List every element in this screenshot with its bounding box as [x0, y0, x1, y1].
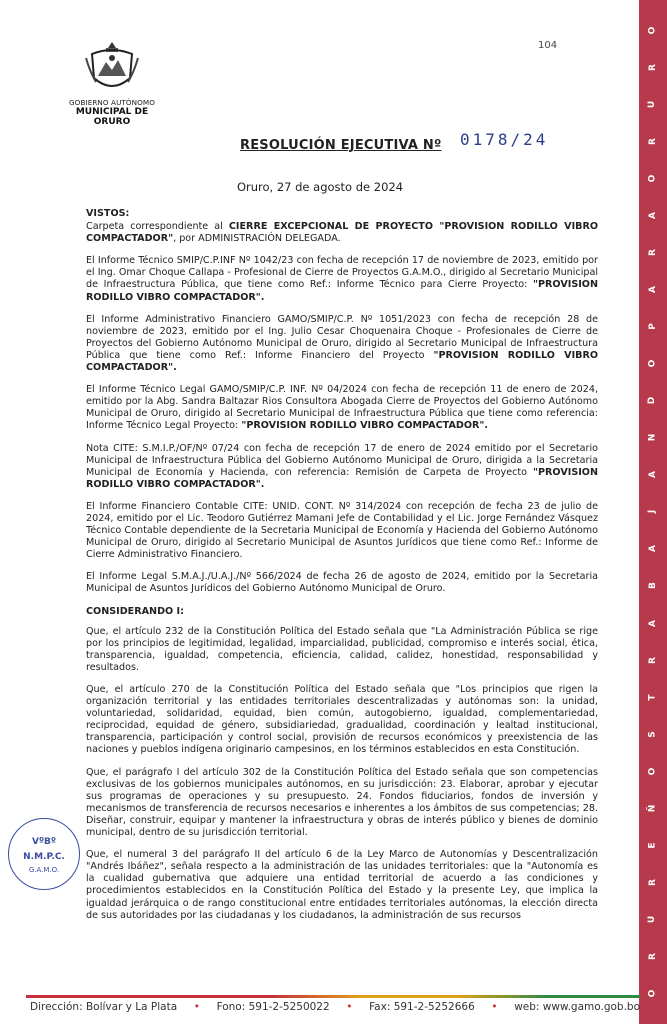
- stamp-line-3: G.A.M.O.: [28, 866, 60, 874]
- sidebar-letter: T: [647, 694, 658, 701]
- sidebar-letter: A: [647, 471, 658, 479]
- vistos-heading: VISTOS:: [86, 208, 130, 219]
- sidebar-letter: R: [647, 656, 658, 664]
- logo-line-1: GOBIERNO AUTÓNOMO: [69, 98, 155, 107]
- sidebar-letter: O: [647, 989, 658, 998]
- sidebar-letter: A: [647, 286, 658, 294]
- sidebar-letter: B: [647, 582, 658, 590]
- sidebar-letter: A: [647, 545, 658, 553]
- logo-line-2: MUNICIPAL DE ORURO: [75, 107, 149, 127]
- paragraph-vistos-3: El Informe Administrativo Financiero GAMO/SMIP/C.P. Nº 1051/2023 con fecha de recepción 28 de noviembre de 2023, emitido por el Ing. Julio Cesar Choquenaira Choque - Profesionales de Cierre de Proyectos del Gobierno Autónomo Municipal de Oruro, dirigido al Secretario Municipal de Infraestructura Pública que tiene como Ref.: Informe Financiero del Proyecto "PROVISION RODILLO VIBRO COMPACTADOR".: [86, 313, 598, 374]
- paragraph-vistos-2: El Informe Técnico SMIP/C.P.INF Nº 1042/23 con fecha de recepción 17 de noviembre de 2023, emitido por el Ing. Omar Choque Callapa - Profesional de Cierre de Proyectos G.A.M.O., dirigido al Secretario Municipal de Infraestructura Pública, que tiene como Ref.: Informe Técnico para Cierre Proyecto: "PROVISION RODILLO VIBRO COMPACTADOR".: [86, 255, 598, 303]
- considerando-heading: CONSIDERANDO I:: [86, 605, 184, 617]
- bullet-icon: •: [193, 1001, 200, 1013]
- sidebar-letter: R: [647, 64, 658, 72]
- paragraph-vistos-7: El Informe Legal S.M.A.J./U.A.J./Nº 566/2024 de fecha 26 de agosto de 2024, emitido por la Secretaria Municipal de Asuntos Jurídicos del Gobierno Autónomo Municipal de Oruro.: [86, 571, 598, 595]
- document-date: Oruro, 27 de agosto de 2024: [236, 180, 404, 194]
- paragraph-vistos-1: Carpeta correspondiente al CIERRE EXCEPCIONAL DE PROYECTO "PROVISION RODILLO VIBRO COMPACTADOR", por ADMINISTRACIÓN DELEGADA.: [86, 221, 598, 245]
- coat-of-arms-icon: [82, 38, 142, 96]
- paragraph-vistos-4: El Informe Técnico Legal GAMO/SMIP/C.P. INF. Nº 04/2024 con fecha de recepción 11 de enero de 2024, emitido por la Abg. Sandra Baltazar Rios Consultora Abogada Cierre de Proyectos del Gobierno Autónomo Municipal de Oruro, dirigido al Secretario Municipal de Infraestructura Pública que tiene como referencia: Informe Técnico Legal Proyecto: "PROVISION RODILLO VIBRO COMPACTADOR".: [86, 384, 598, 432]
- sidebar-letter: S: [647, 730, 658, 738]
- sidebar-letter: U: [647, 100, 658, 109]
- sidebar-letter: R: [647, 138, 658, 146]
- paragraph-vistos-6: El Informe Financiero Contable CITE: UNID. CONT. Nº 314/2024 con recepción de fecha 23 de julio de 2024, emitido por el Lic. Teodoro Gutiérrez Mamani Jefe de Contabilidad y el Lic. Jorge Fernández Vásquez Técnico Contable dependiente de la Secretaria Municipal de Economía y Hacienda del Gobierno Autónomo Municipal de Oruro, dirigido al Secretario Municipal de Asuntos Jurídicos que tiene como Ref.: Informe de Cierre Administrativo Financiero.: [86, 500, 598, 561]
- sidebar-letter: U: [647, 915, 658, 923]
- approval-stamp: [8, 818, 80, 890]
- paragraph-considerando-3: Que, el parágrafo I del artículo 302 de la Constitución Política del Estado señala que son competencias exclusivas de los gobiernos municipales autónomos, en su jurisdicción: 23. Elaborar, aprobar y ejecutar sus programas de operaciones y su presupuesto. 24. Fondos fiduciarios, fondos de inversión y mecanismos de transferencia de recursos necesarios e inherentes a los ámbitos de sus competencias; 28. Diseñar, construir, equipar y mantener la infraestructura y obras de interés público y bienes de dominio municipal, dentro de su jurisdicción territorial.: [86, 766, 598, 839]
- sidebar-letter: A: [647, 212, 658, 220]
- footer-fax: Fax: 591-2-5252666: [369, 1001, 475, 1013]
- document-title: RESOLUCIÓN EJECUTIVA Nº: [240, 138, 442, 153]
- footer: [30, 1001, 640, 1013]
- municipal-logo: [64, 38, 160, 127]
- sidebar-letter: N: [647, 434, 658, 442]
- page-number: 104: [538, 40, 558, 51]
- footer-address: Dirección: Bolívar y La Plata: [30, 1001, 178, 1013]
- footer-divider: [26, 995, 640, 998]
- sidebar-letter: A: [647, 619, 658, 627]
- paragraph-considerando-2: Que, el artículo 270 de la Constitución Política del Estado señala que "Los principios que rigen la organización territorial y las entidades territoriales descentralizadas y autónomas son: la unidad, voluntariedad, solidaridad, equidad, bien común, autogobierno, igualdad, complementariedad, reciprocidad, equidad de género, subsidiariedad, gradualidad, coordinación y lealtad institucional, transparencia, participación y control social, provisión de recursos económicos y preexistencia de las naciones y pueblos indígena originario campesinos, en los términos establecidos en esta Constitución.: [86, 684, 598, 756]
- sidebar-letter: D: [647, 397, 658, 405]
- footer-web: web: www.gamo.gob.bo: [514, 1001, 640, 1013]
- paragraph-vistos-5: Nota CITE: S.M.I.P./OF/Nº 07/24 con fecha de recepción 17 de enero de 2024 emitido por el Secretario Municipal de Infraestructura Pública del Gobierno Autónomo Municipal de Oruro, dirigida a la Secretaria Municipal de Economía y Hacienda, con referencia: Remisión de Carpeta de Proyecto "PROVISION RODILLO VIBRO COMPACTADOR".: [86, 442, 598, 490]
- stamp-line-1: VºBº: [32, 837, 56, 847]
- sidebar-letter: R: [647, 878, 658, 886]
- bullet-icon: •: [491, 1001, 498, 1013]
- sidebar-letter: O: [647, 26, 658, 35]
- sidebar-letter: Ñ: [647, 804, 658, 812]
- stamp-line-2: N.M.P.C.: [23, 852, 65, 862]
- sidebar-letter: O: [647, 767, 658, 775]
- sidebar-slogan: [639, 0, 667, 1024]
- paragraph-considerando-4: Que, el numeral 3 del parágrafo II del artículo 6 de la Ley Marco de Autonomías y Descentralización "Andrés Ibáñez", señala respecto a la administración de las unidades territoriales: que la "Autonomía es la cualidad gubernativa que adquiere una entidad territorial de acuerdo a las condiciones y procedimientos establecidos en la Constitución Política del Estado y la presente Ley, que implica la igualdad jerárquica o de rango constitucional entre entidades territoriales autónomas, la elección directa de sus autoridades por las ciudadanas y los ciudadanos, la administración de sus recursos: [86, 849, 598, 921]
- footer-phone: Fono: 591-2-5250022: [216, 1001, 330, 1013]
- sidebar-letter: R: [647, 952, 658, 960]
- resolution-number: 0178/24: [460, 130, 549, 149]
- sidebar-letter: O: [647, 359, 658, 368]
- sidebar-letter: P: [647, 323, 658, 331]
- document-body: [86, 208, 598, 932]
- sidebar-letter: E: [647, 842, 658, 849]
- paragraph-considerando-1: Que, el artículo 232 de la Constitución Política del Estado señala que "La Administración Pública se rige por los principios de legitimidad, legalidad, imparcialidad, publicidad, compromiso e interés social, ética, transparencia, igualdad, competencia, eficiencia, calidad, calidez, honestidad, responsabilidad y resultados.: [86, 625, 598, 673]
- sidebar-letter: O: [647, 174, 658, 183]
- sidebar-letter: R: [647, 249, 658, 257]
- sidebar-letter: J: [647, 510, 658, 514]
- bullet-icon: •: [346, 1001, 353, 1013]
